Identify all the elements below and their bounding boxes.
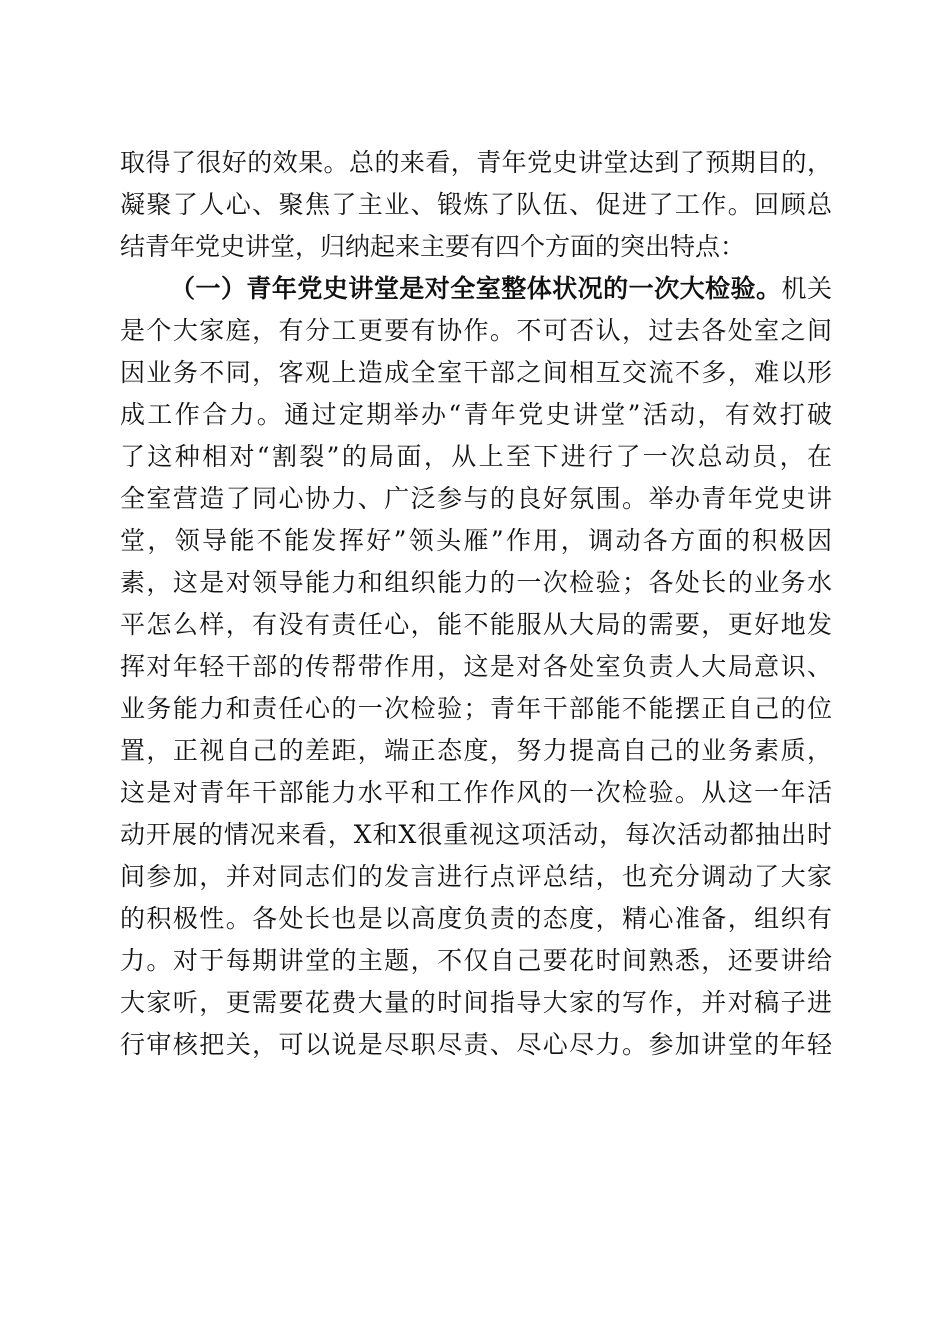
text-line: 素，这是对领导能力和组织能力的一次检验；各处长的业务水 <box>120 568 832 597</box>
text-line: 成工作合力。通过定期举办“青年党史讲堂”活动，有效打破 <box>120 400 832 429</box>
text-line: 的积极性。各处长也是以高度负责的态度，精心准备，组织有 <box>120 904 832 933</box>
text-line: 堂，领导能不能发挥好”领头雁”作用，调动各方面的积极因 <box>120 526 832 555</box>
text-line: 取得了很好的效果。总的来看，青年党史讲堂达到了预期目的， <box>120 148 832 177</box>
text-line: 动开展的情况来看，X和X很重视这项活动，每次活动都抽出时 <box>120 820 832 849</box>
body-text <box>120 142 832 1066</box>
paragraph-summary <box>120 142 832 268</box>
text-line: 全室营造了同心协力、广泛参与的良好氛围。举办青年党史讲 <box>120 484 832 513</box>
text-line: 行审核把关，可以说是尽职尽责、尽心尽力。参加讲堂的年轻 <box>120 1030 832 1059</box>
heading-line-tail: 机关 <box>781 274 832 303</box>
text-line: 平怎么样，有没有责任心，能不能服从大局的需要，更好地发 <box>120 610 832 639</box>
text-line: 是个大家庭，有分工更要有协作。不可否认，过去各处室之间 <box>120 316 832 345</box>
text-line: 这是对青年干部能力水平和工作作风的一次检验。从这一年活 <box>120 778 832 807</box>
text-line: 间参加，并对同志们的发言进行点评总结，也充分调动了大家 <box>120 862 832 891</box>
text-line: 挥对年轻干部的传帮带作用，这是对各处室负责人大局意识、 <box>120 652 832 681</box>
text-line: 置，正视自己的差距，端正态度，努力提高自己的业务素质， <box>120 736 832 765</box>
text-line: 结青年党史讲堂，归纳起来主要有四个方面的突出特点： <box>120 232 746 261</box>
text-line: 凝聚了人心、聚焦了主业、锻炼了队伍、促进了工作。回顾总 <box>120 190 832 219</box>
text-line: 力。对于每期讲堂的主题，不仅自己要花时间熟悉，还要讲给 <box>120 946 832 975</box>
section-heading: （一）青年党史讲堂是对全室整体状况的一次大检验。 <box>170 274 782 303</box>
text-line: 因业务不同，客观上造成全室干部之间相互交流不多，难以形 <box>120 358 832 387</box>
text-line: 大家听，更需要花费大量的时间指导大家的写作，并对稿子进 <box>120 988 832 1017</box>
section-heading-line <box>120 268 832 310</box>
text-line: 了这种相对“割裂”的局面，从上至下进行了一次总动员，在 <box>120 442 832 471</box>
text-line: 业务能力和责任心的一次检验；青年干部能不能摆正自己的位 <box>120 694 832 723</box>
paragraph-section-one <box>120 268 832 1066</box>
